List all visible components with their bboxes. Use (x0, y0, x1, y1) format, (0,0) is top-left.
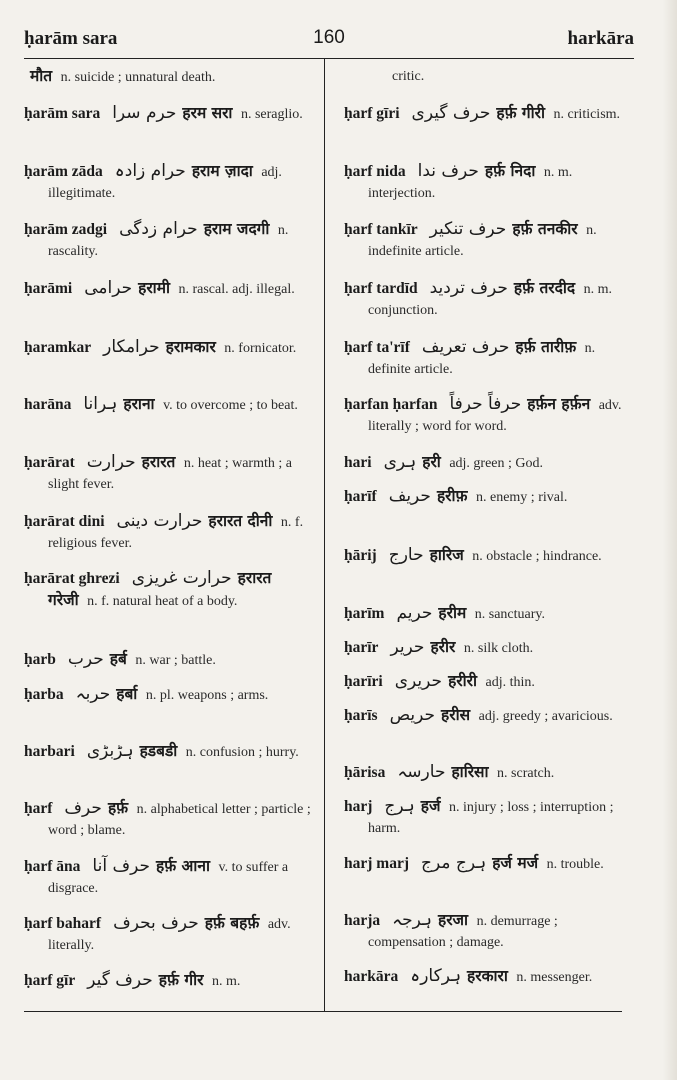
hindi-text: हडबडी (139, 742, 178, 760)
headword: ḥaramkar (24, 339, 92, 356)
definition: n. m. interjection. (368, 165, 573, 201)
header-rule (24, 58, 634, 59)
dictionary-entry (344, 394, 634, 437)
dictionary-entry (344, 671, 634, 693)
hindi-text: हरारत दीनी (208, 512, 273, 530)
dictionary-entry (24, 161, 312, 204)
dictionary-entry (344, 603, 634, 625)
urdu-text: حرارت غریزی (131, 568, 232, 588)
definition: adj. illegitimate. (48, 165, 282, 201)
headword: ḥarārat (24, 454, 75, 471)
dictionary-entry (24, 649, 312, 671)
hindi-text: हर्फ़ तनकीर (512, 220, 578, 238)
dictionary-entry (24, 103, 312, 125)
hindi-text: हरीस (441, 706, 471, 724)
urdu-text: حارسہ (397, 762, 446, 782)
headword: ḥarf gīr (24, 972, 76, 989)
urdu-text: ہرجہ (392, 910, 432, 930)
dictionary-entry (24, 452, 312, 495)
urdu-text: حرف گیر (87, 970, 153, 990)
urdu-text: حرارت (86, 452, 136, 472)
headword: harkāra (344, 968, 399, 985)
hindi-text: हर्फ़ गीरी (496, 104, 546, 122)
hindi-text: हरीर (430, 638, 456, 656)
dictionary-entry (24, 394, 312, 416)
dictionary-entry (24, 856, 312, 899)
dictionary-entry (24, 66, 312, 88)
headword: ḥarf nida (344, 163, 406, 180)
hindi-text: हरामकार (165, 338, 216, 356)
hindi-text: हरकारा (467, 967, 508, 985)
left-guide-word: ḥarām sara (24, 28, 118, 49)
dictionary-entry (344, 486, 634, 508)
definition: n. heat ; warmth ; a slight fever. (48, 456, 292, 492)
urdu-text: حرف تعریف (421, 337, 510, 357)
dictionary-entry (24, 798, 312, 841)
headword: ḥarām zāda (24, 163, 103, 180)
dictionary-entry (24, 568, 312, 612)
urdu-text: حرفاً حرفاً (449, 394, 522, 414)
hindi-text: हरीफ़ (436, 487, 468, 505)
urdu-text: حرف بحرف (113, 913, 199, 933)
definition: n. rascality. (48, 223, 289, 259)
dictionary-entry (24, 913, 312, 956)
urdu-text: ہرج (384, 796, 415, 816)
definition: adv. literally ; word for word. (368, 398, 622, 434)
dictionary-entry (24, 337, 312, 359)
definition: n. pl. weapons ; arms. (145, 688, 269, 703)
dictionary-entry (344, 278, 634, 321)
headword: ḥarf (24, 800, 53, 817)
headword: ḥarāmi (24, 280, 73, 297)
page-edge-shadow (663, 0, 677, 1080)
urdu-text: ہڑبڑی (86, 741, 134, 761)
hindi-text: हर्फ़ (107, 799, 129, 817)
definition: n. indefinite article. (368, 223, 597, 259)
hindi-text: हराम जदगी (203, 220, 270, 238)
urdu-text: حرام زادہ (114, 161, 186, 181)
headword: ḥārisa (344, 764, 386, 781)
headword: harj marj (344, 855, 409, 872)
dictionary-entry (344, 66, 634, 87)
dictionary-entry (344, 219, 634, 262)
hindi-text: हरम सरा (182, 104, 233, 122)
urdu-text: حرف تنکیر (429, 219, 507, 239)
dictionary-entry (344, 762, 634, 784)
urdu-text: حرام زدگی (119, 219, 198, 239)
urdu-text: ہرکارہ (410, 966, 462, 986)
headword: harj (344, 798, 373, 815)
hindi-text: हरीम (438, 604, 467, 622)
urdu-text: حریری (394, 671, 443, 691)
headword: ḥarf āna (24, 858, 81, 875)
headword: ḥarb (24, 651, 56, 668)
hindi-text: हर्फ़ बहर्फ़ (204, 914, 260, 932)
dictionary-entry (344, 910, 634, 953)
urdu-text: حریف (388, 486, 431, 506)
urdu-text: حرامکار (103, 337, 160, 357)
hindi-text: हराना (123, 395, 155, 413)
definition: n. criticism. (553, 107, 621, 122)
headword: ḥarf tankīr (344, 221, 418, 238)
definition: adj. greedy ; avaricious. (478, 709, 613, 724)
dictionary-entry (344, 161, 634, 204)
definition: n. enemy ; rival. (475, 490, 568, 505)
hindi-text: हर्फ़न हर्फ़न (527, 395, 591, 413)
urdu-text: حارج (388, 545, 424, 565)
definition: n. messenger. (516, 970, 593, 985)
definition: n. rascal. adj. illegal. (178, 282, 295, 297)
dictionary-entry (344, 796, 634, 839)
headword: ḥarīs (344, 707, 378, 724)
dictionary-entry (24, 741, 312, 763)
urdu-text: حرارت دینی (116, 511, 203, 531)
hindi-text: हर्फ़ तारीफ़ (515, 338, 577, 356)
definition: v. to suffer a disgrace. (48, 860, 289, 896)
dictionary-entry (344, 452, 634, 474)
dictionary-entry (24, 970, 312, 992)
urdu-text: ہرج مرج (421, 853, 487, 873)
headword: ḥarām sara (24, 105, 101, 122)
urdu-text: حرامی (84, 278, 133, 298)
headword: ḥarf baharf (24, 915, 102, 932)
headword: ḥarf gīri (344, 105, 400, 122)
headword: ḥarārat dini (24, 513, 105, 530)
definition: n. silk cloth. (463, 641, 534, 656)
dictionary-entry (24, 684, 312, 706)
headword: ḥarārat ghrezi (24, 570, 120, 587)
headword: ḥarf tardīd (344, 280, 418, 297)
hindi-text: हर्फ़ गीर (158, 971, 204, 989)
urdu-text: ہرانا (83, 394, 118, 414)
urdu-text: حریم (396, 603, 433, 623)
definition: n. alphabetical letter ; particle ; word ; blame. (48, 802, 311, 838)
definition: n. injury ; loss ; interruption ; harm. (368, 800, 614, 836)
hindi-text: हरजा (437, 911, 469, 929)
headword: ḥarf ta'rīf (344, 339, 410, 356)
hindi-text: हारिज (429, 546, 464, 564)
dictionary-entry (344, 966, 634, 988)
urdu-text: حربہ (75, 684, 111, 704)
headword: ḥarīf (344, 488, 377, 505)
hindi-text: हर्ज (420, 797, 441, 815)
hindi-text: हरीरी (448, 672, 478, 690)
hindi-text: हर्ब (109, 650, 127, 668)
headword: ḥarām zadgi (24, 221, 108, 238)
urdu-text: حرف ندا (417, 161, 479, 181)
urdu-text: حرف آنا (92, 856, 150, 876)
hindi-text: हराम ज़ादा (191, 162, 253, 180)
definition: n. f. natural heat of a body. (87, 594, 238, 609)
headword: ḥārij (344, 547, 377, 564)
hindi-text: हर्फ़ निदा (484, 162, 536, 180)
dictionary-entry (344, 637, 634, 659)
definition: n. confusion ; hurry. (185, 745, 299, 760)
definition: adv. literally. (48, 917, 291, 953)
hindi-text: हरी (422, 453, 441, 471)
urdu-text: حریص (389, 705, 436, 725)
dictionary-entry (344, 337, 634, 380)
headword: ḥarīm (344, 605, 385, 622)
definition: n. definite article. (368, 341, 596, 377)
urdu-text: حرف گیری (411, 103, 491, 123)
hindi-text: हर्फ़ तरदीद (513, 279, 576, 297)
definition: n. sanctuary. (474, 607, 545, 622)
definition: n. m. (211, 974, 241, 989)
definition: v. to overcome ; to beat. (163, 398, 298, 413)
hindi-text: हर्ज मर्ज (492, 854, 539, 872)
headword: harbari (24, 743, 75, 760)
urdu-text: ہری (383, 452, 417, 472)
hindi-text: हर्बा (116, 685, 138, 703)
dictionary-entry (24, 511, 312, 554)
urdu-text: حرف (64, 798, 102, 818)
headword: harāna (24, 396, 72, 413)
hindi-text: हरामी (138, 279, 170, 297)
definition: n. fornicator. (224, 341, 297, 356)
headword: ḥarba (24, 686, 64, 703)
headword: ḥarīri (344, 673, 383, 690)
definition: n. trouble. (546, 857, 604, 872)
urdu-text: حرف تردید (429, 278, 508, 298)
definition: n. scratch. (497, 766, 555, 781)
dictionary-entry (344, 545, 634, 567)
dictionary-entry (24, 219, 312, 262)
right-guide-word: harkāra (567, 28, 634, 49)
dictionary-entry (24, 278, 312, 300)
dictionary-entry (344, 705, 634, 727)
definition: n. obstacle ; hindrance. (472, 549, 602, 564)
hindi-text: हर्फ़ आना (155, 857, 211, 875)
definition: n. seraglio. (240, 107, 303, 122)
definition: n. f. religious fever. (48, 515, 304, 551)
definition: adj. green ; God. (449, 456, 544, 471)
headword: ḥarīr (344, 639, 379, 656)
urdu-text: حرب (67, 649, 104, 669)
hindi-text: हरारत गरेजी (48, 569, 272, 609)
hindi-text: हरारत (141, 453, 176, 471)
definition: adj. thin. (485, 675, 535, 690)
definition: n. m. conjunction. (368, 282, 613, 318)
headword: harja (344, 912, 381, 929)
dictionary-entry (344, 853, 634, 875)
definition: n. demurrage ; compensation ; damage. (368, 914, 558, 950)
headword: hari (344, 454, 372, 471)
headword: ḥarfan ḥarfan (344, 396, 438, 413)
column-divider (324, 59, 325, 1011)
dictionary-entry (344, 103, 634, 125)
definition: critic. (392, 69, 425, 84)
footer-rule (24, 1011, 622, 1012)
definition: n. suicide ; unnatural death. (60, 70, 216, 85)
urdu-text: حریر (390, 637, 425, 657)
page-number: 160 (313, 27, 345, 48)
definition: n. war ; battle. (135, 653, 216, 668)
page-header (24, 28, 634, 58)
hindi-text: मौत (30, 67, 53, 85)
hindi-text: हारिसा (451, 763, 489, 781)
urdu-text: حرم سرا (112, 103, 177, 123)
